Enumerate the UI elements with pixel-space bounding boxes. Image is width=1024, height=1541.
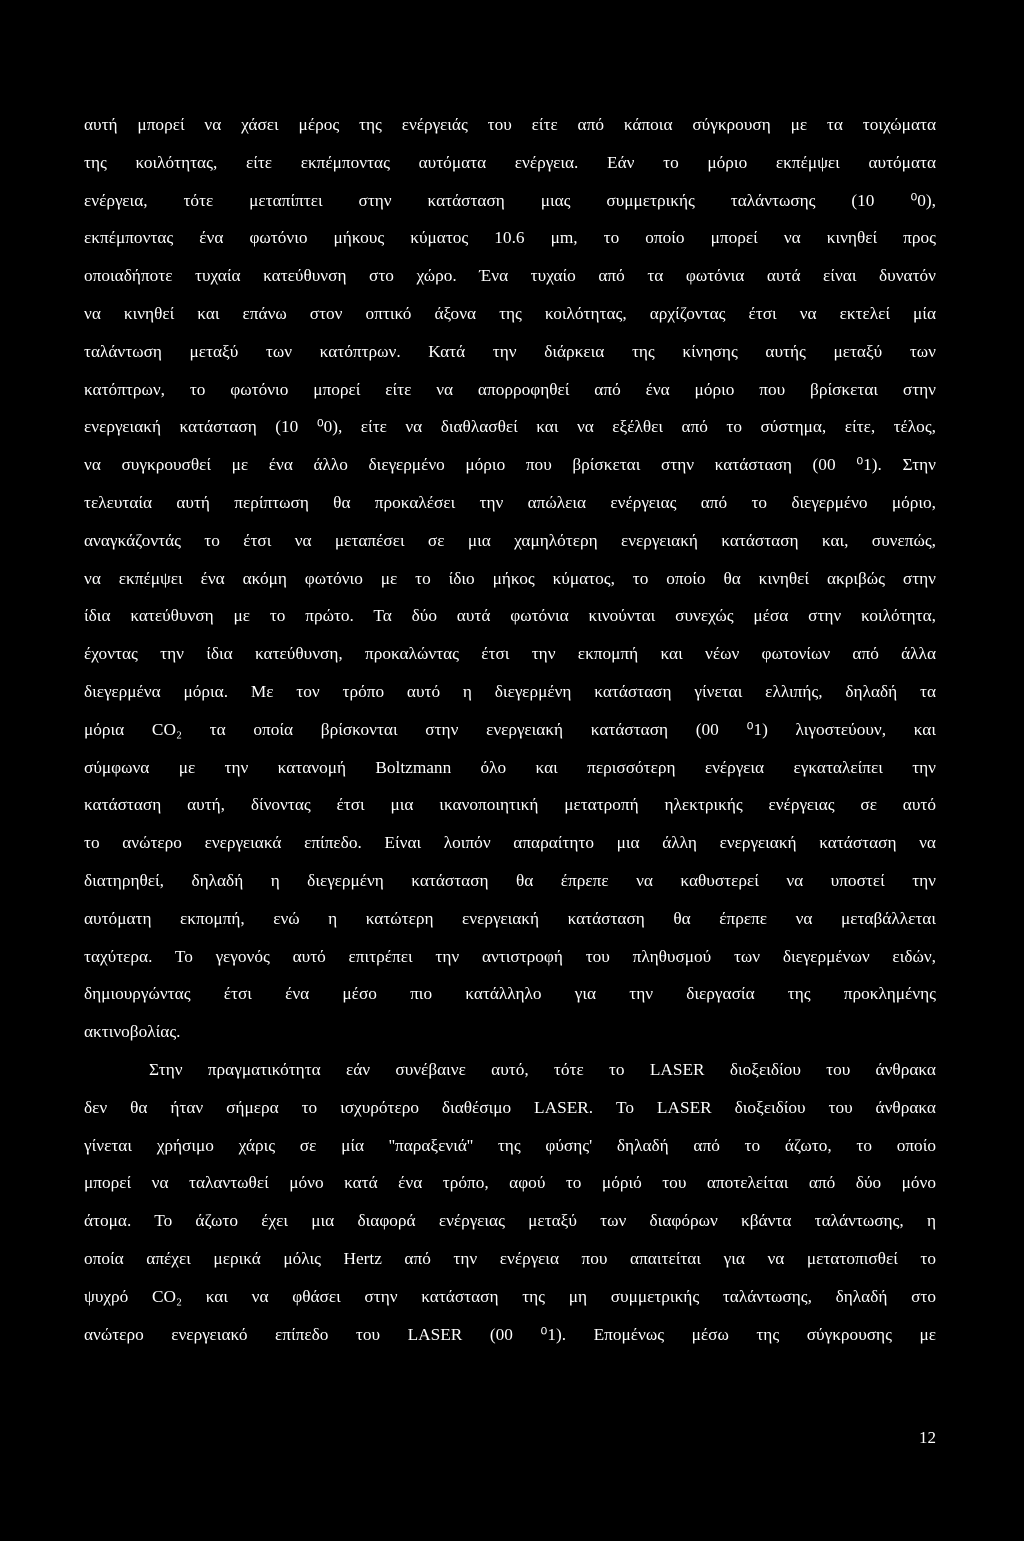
text-line: Στην πραγματικότητα εάν συνέβαινε αυτό, τότε το LASER διοξειδίου του άνθρακα bbox=[149, 1060, 936, 1079]
text-line: κατόπτρων, το φωτόνιο μπορεί είτε να απορροφηθεί από ένα μόριο που βρίσκεται στην bbox=[84, 379, 936, 399]
text-line: διατηρηθεί, δηλαδή η διεγερμένη κατάσταση θα έπρεπε να καθυστερεί να υποστεί την bbox=[84, 871, 936, 890]
text-line: γίνεται χρήσιμο χάρις σε μία ''παραξενιά'' της φύσης' δηλαδή από το άζωτο, το οποίο bbox=[84, 1135, 936, 1155]
text-line: σύμφωνα με την κατανομή Boltzmann όλο και περισσότερη ενέργεια εγκαταλείπει την bbox=[84, 757, 936, 777]
text-line: να κινηθεί και επάνω στον οπτικό άξονα της κοιλότητας, αρχίζοντας έτσι να εκτελεί μία bbox=[84, 304, 936, 323]
text-line: το ανώτερο ενεργειακά επίπεδο. Είναι λοιπόν απαραίτητο μια άλλη ενεργειακή κατάσταση να bbox=[84, 833, 936, 853]
text-line: ανώτερο ενεργειακό επίπεδο του LASER (00 ⁰1). Επομένως μέσω της σύγκρουσης με bbox=[84, 1324, 936, 1344]
text-line: αναγκάζοντάς το έτσι να μεταπέσει σε μια χαμηλότερη ενεργειακή κατάσταση και, συνεπώς, bbox=[84, 530, 936, 550]
text-line: έχοντας την ίδια κατεύθυνση, προκαλώντας έτσι την εκπομπή και νέων φωτονίων από άλλα bbox=[84, 644, 936, 664]
text-line: διεγερμένα μόρια. Με τον τρόπο αυτό η διεγερμένη κατάσταση γίνεται ελλιπής, δηλαδή τα bbox=[84, 682, 936, 701]
text-line: οποία απέχει μερικά μόλις Hertz από την ενέργεια που απαιτείται για να μετατοπισθεί το bbox=[84, 1249, 936, 1268]
text-line: ψυχρό CO₂ και να φθάσει στην κατάσταση της μη συμμετρικής ταλάντωσης, δηλαδή στο bbox=[84, 1286, 936, 1306]
text-line: να συγκρουσθεί με ένα άλλο διεγερμένο μόριο που βρίσκεται στην κατάσταση (00 ⁰1). Στην bbox=[84, 455, 936, 475]
text-line: ταχύτερα. Το γεγονός αυτό επιτρέπει την αντιστροφή του πληθυσμού των διεγερμένων ειδών, bbox=[84, 946, 936, 966]
text-line: μόρια CO₂ τα οποία βρίσκονται στην ενεργειακή κατάσταση (00 ⁰1) λιγοστεύουν, και bbox=[84, 719, 936, 739]
text-line: εκπέμποντας ένα φωτόνιο μήκους κύματος 10.6 μm, το οποίο μπορεί να κινηθεί προς bbox=[84, 228, 936, 248]
text-line: να εκπέμψει ένα ακόμη φωτόνιο με το ίδιο μήκος κύματος, το οποίο θα κινηθεί ακριβώς στην bbox=[84, 568, 936, 588]
text-line: ίδια κατεύθυνση με το πρώτο. Τα δύο αυτά φωτόνια κινούνται συνεχώς μέσα στην κοιλότητα, bbox=[84, 606, 936, 626]
text-line: ενεργειακή κατάσταση (10 ⁰0), είτε να διαθλασθεί και να εξέλθει από το σύστημα, είτε, τέλος, bbox=[84, 417, 936, 437]
text-line: τελευταία αυτή περίπτωση θα προκαλέσει την απώλεια ενέργειας από το διεγερμένο μόριο, bbox=[84, 493, 936, 512]
text-line: ενέργεια, τότε μεταπίπτει στην κατάσταση μιας συμμετρικής ταλάντωσης (10 ⁰0), bbox=[84, 190, 936, 210]
text-line: άτομα. Το άζωτο έχει μια διαφορά ενέργειας μεταξύ των διαφόρων κβάντα ταλάντωσης, η bbox=[84, 1211, 936, 1231]
text-line: μπορεί να ταλαντωθεί μόνο κατά ένα τρόπο, αφού το μόριό του αποτελείται από δύο μόνο bbox=[84, 1173, 936, 1193]
text-line: οποιαδήποτε τυχαία κατεύθυνση στο χώρο. Ένα τυχαίο από τα φωτόνια αυτά είναι δυνατόν bbox=[84, 266, 936, 286]
text-line: αυτή μπορεί να χάσει μέρος της ενέργειάς του είτε από κάποια σύγκρουση με τα τοιχώματα bbox=[84, 115, 936, 134]
text-line: ταλάντωση μεταξύ των κατόπτρων. Κατά την διάρκεια της κίνησης αυτής μεταξύ των bbox=[84, 341, 936, 361]
text-line: της κοιλότητας, είτε εκπέμποντας αυτόματα ενέργεια. Εάν το μόριο εκπέμψει αυτόματα bbox=[84, 152, 936, 172]
text-line: αυτόματη εκπομπή, ενώ η κατώτερη ενεργειακή κατάσταση θα έπρεπε να μεταβάλλεται bbox=[84, 908, 936, 928]
text-line: δεν θα ήταν σήμερα το ισχυρότερο διαθέσιμο LASER. Το LASER διοξειδίου του άνθρακα bbox=[84, 1097, 936, 1117]
text-line: δημιουργώντας έτσι ένα μέσο πιο κατάλληλο για την διεργασία της προκλημένης bbox=[84, 984, 936, 1004]
page-number: 12 bbox=[919, 1428, 936, 1447]
text-line: ακτινοβολίας. bbox=[84, 1022, 181, 1042]
text-line: κατάσταση αυτή, δίνοντας έτσι μια ικανοποιητική μετατροπή ηλεκτρικής ενέργειας σε αυτό bbox=[84, 795, 936, 815]
